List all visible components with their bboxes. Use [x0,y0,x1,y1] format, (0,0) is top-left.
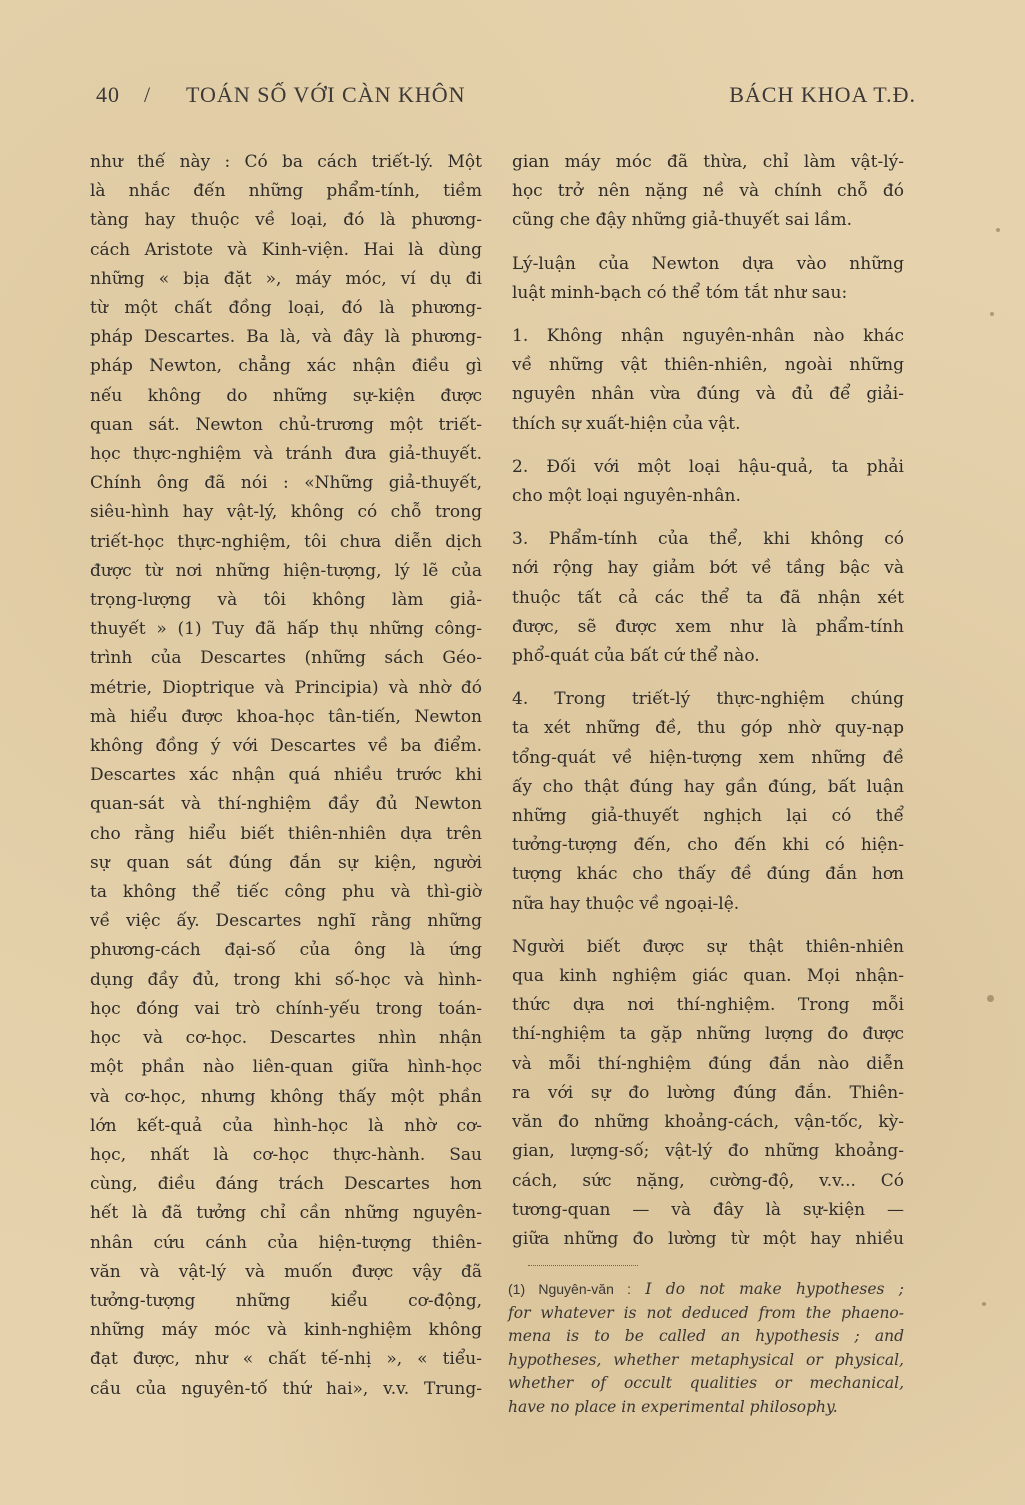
paragraph-gap [512,308,904,322]
text-line: phổ-quát của bất cứ thể nào. [512,646,760,667]
text-line: những máy móc và kinh-nghiệm không [90,1320,482,1341]
paragraph-law-1 [512,322,904,439]
paragraph-intro [512,148,904,236]
text-line: được từ nơi những hiện-tượng, lý lẽ của [90,560,482,581]
text-line: lớn kết-quả của hình-học là nhờ cơ- [90,1115,482,1136]
text-line: ta không thể tiếc công phu và thì-giờ [90,882,482,903]
text-line: thuyết » (1) Tuy đã hấp thụ những công- [90,619,482,640]
text-line: học, nhất là cơ-học thực-hành. Sau [90,1144,482,1165]
paragraph-laws-intro [512,250,904,308]
footnote-quote: whether of occult qualities or mechanical, [508,1374,904,1393]
footnote-line [508,1325,904,1349]
text-line: 4. Trong triết-lý thực-nghiệm chúng [512,689,904,710]
paragraph-closing [512,933,904,1254]
paragraph-law-2 [512,453,904,511]
paper-spot [982,1302,986,1306]
text-line: ta xét những đề, thu góp nhờ quy-nạp [512,718,904,739]
text-line: ra với sự đo lường đúng đắn. Thiên- [512,1082,904,1103]
text-line: như thế này : Có ba cách triết-lý. Một [90,152,482,172]
footnote-line [508,1372,904,1396]
text-line: một phần nào liên-quan giữa hình-học [90,1057,482,1078]
text-line: dụng đầy đủ, trong khi số-học và hình- [90,969,482,990]
text-line: học và cơ-học. Descartes nhìn nhận [90,1028,482,1049]
footnote-quote: for whatever is not deduced from the phaeno- [508,1303,904,1322]
text-line: gian, lượng-số; vật-lý đo những khoảng- [512,1141,904,1162]
paragraph-gap [512,671,904,685]
text-line: nhân cứu cánh của hiện-tượng thiên- [90,1232,482,1253]
text-line: tàng hay thuộc về loại, đó là phương- [90,210,482,231]
footnote-line [508,1349,904,1373]
text-line: trọng-lượng và tôi không làm giả- [90,590,482,611]
journal-title: BÁCH KHOA T.Đ. [729,82,916,107]
text-line: 2. Đối với một loại hậu-quả, ta phải [512,456,904,477]
text-line: thức dựa nơi thí-nghiệm. Trong mỗi [512,995,904,1016]
paper-spot [987,995,994,1002]
text-line: những giả-thuyết nghịch lại có thể [512,806,904,827]
text-line: Descartes xác nhận quá nhiều trước khi [90,765,482,786]
text-line: luật minh-bạch có thể tóm tắt như sau: [512,282,848,303]
text-line: Lý-luận của Newton dựa vào những [512,253,904,274]
text-line: về những vật thiên-nhiên, ngoài những [512,355,904,376]
text-line: văn và vật-lý và muốn được vậy đã [90,1261,482,1282]
text-line: métrie, Dioptrique và Principia) và nhờ đó [90,677,482,698]
text-line: triết-học thực-nghiệm, tôi chưa diễn dịch [90,531,482,552]
text-line: cho một loại nguyên-nhân. [512,486,741,507]
text-line: phương-cách đại-số của ông là ứng [90,940,482,961]
text-line: siêu-hình hay vật-lý, không có chỗ trong [90,502,482,523]
paragraph-law-4 [512,685,904,919]
running-header [96,82,916,116]
text-line: cho rằng hiểu biết thiên-nhiên dựa trên [90,823,482,844]
text-line: là nhắc đến những phẩm-tính, tiềm [90,181,482,202]
header-separator: / [144,82,152,107]
paper-spot [990,312,994,316]
text-line: cầu của nguyên-tố thứ hai», v.v. Trung- [90,1378,482,1399]
footnote-quote: hypotheses, whether metaphysical or physical, [508,1350,904,1369]
text-line: từ một chất đồng loại, đó là phương- [90,298,482,319]
paragraph-law-3 [512,525,904,671]
paragraph-gap [512,511,904,525]
text-line: hết là đã tưởng chỉ cần những nguyên- [90,1203,482,1224]
text-line: tượng khác cho thấy đề đúng đắn hơn [512,864,904,885]
footnote-quote: have no place in experimental philosophy. [508,1397,838,1416]
footnote-line [508,1302,904,1326]
footnote-line [508,1396,904,1420]
text-line: nếu không do những sự-kiện được [90,385,482,406]
text-line: học đóng vai trò chính-yếu trong toán- [90,998,482,1019]
text-line: cách Aristote và Kinh-viện. Hai là dùng [90,239,482,260]
page-number: 40 [96,82,120,107]
text-line: pháp Descartes. Ba là, và đây là phương- [90,327,482,348]
footnote-line [508,1278,904,1302]
text-line: và cơ-học, nhưng không thấy một phần [90,1086,482,1107]
text-line: qua kinh nghiệm giác quan. Mọi nhận- [512,966,904,987]
text-line: cùng, điều đáng trách Descartes hơn [90,1174,482,1195]
text-line: về việc ấy. Descartes nghĩ rằng những [90,911,482,932]
footnote-quote: mena is to be called an hypothesis ; and [508,1327,904,1346]
text-line: Chính ông đã nói : «Những giả-thuyết, [90,473,482,494]
text-line: Người biết được sự thật thiên-nhiên [512,936,904,957]
paragraph-gap [512,439,904,453]
text-line: nữa hay thuộc về ngoại-lệ. [512,893,740,914]
text-line: thí-nghiệm ta gặp những lượng đo được [512,1024,904,1045]
paragraph-gap [512,919,904,933]
text-line: tổng-quát về hiện-tượng xem những đề [512,747,904,768]
book-title: TOÁN SỐ VỚI CÀN KHÔN [186,82,466,107]
text-line: quan-sát và thí-nghiệm đầy đủ Newton [90,794,482,815]
text-line: sự quan sát đúng đắn sự kiện, người [90,852,482,873]
text-line: giữa những đo lường từ một hay nhiều [512,1228,904,1249]
text-line: thích sự xuất-hiện của vật. [512,413,741,434]
text-line: gian máy móc đã thừa, chỉ làm vật-lý- [512,152,904,172]
text-line: cách, sức nặng, cường-độ, v.v... Có [512,1170,904,1191]
text-line: những « bịa đặt », máy móc, ví dụ đi [90,268,482,289]
paper-spot [996,228,1000,232]
text-line: được, sẽ được xem như là phẩm-tính [512,616,904,637]
footnote-marker: (1) Nguyên-văn : [508,1281,632,1297]
text-line: cũng che đậy những giả-thuyết sai lầm. [512,210,853,231]
text-line: nguyên nhân vừa đúng và đủ để giải- [512,384,904,405]
right-column [512,148,904,1254]
text-line: trình của Descartes (những sách Géo- [90,648,482,669]
text-line: ấy cho thật đúng hay gần đúng, bất luận [512,776,904,797]
text-line: và mỗi thí-nghiệm đúng đắn nào diễn [512,1053,904,1074]
paragraph-gap [512,236,904,250]
left-column [90,148,482,1404]
text-line: đạt được, như « chất tế-nhị », « tiểu- [90,1349,482,1370]
footnote-rule [528,1265,638,1266]
text-line: văn đo những khoảng-cách, vận-tốc, kỳ- [512,1112,904,1133]
text-line: học thực-nghiệm và tránh đưa giả-thuyết. [90,444,482,465]
text-line: học trở nên nặng nề và chính chỗ đó [512,181,904,202]
text-line: mà hiểu được khoa-học tân-tiến, Newton [90,706,482,727]
text-line: tưởng-tượng những kiểu cơ-động, [90,1290,482,1311]
footnote [508,1278,904,1420]
text-line: tương-quan — và đây là sự-kiện — [512,1199,904,1220]
text-line: quan sát. Newton chủ-trương một triết- [90,414,482,435]
text-line: 3. Phẩm-tính của thể, khi không có [512,529,904,550]
text-line: không đồng ý với Descartes về ba điểm. [90,736,482,757]
footnote-quote: I do not make hypotheses ; [645,1280,904,1298]
text-line: nới rộng hay giảm bớt về tầng bậc và [512,558,904,579]
text-line: pháp Newton, chẳng xác nhận điều gì [90,356,482,377]
text-line: thuộc tất cả các thể ta đã nhận xét [512,587,904,608]
text-line: 1. Không nhận nguyên-nhân nào khác [512,326,904,347]
text-line: tưởng-tượng đến, cho đến khi có hiện- [512,835,904,856]
